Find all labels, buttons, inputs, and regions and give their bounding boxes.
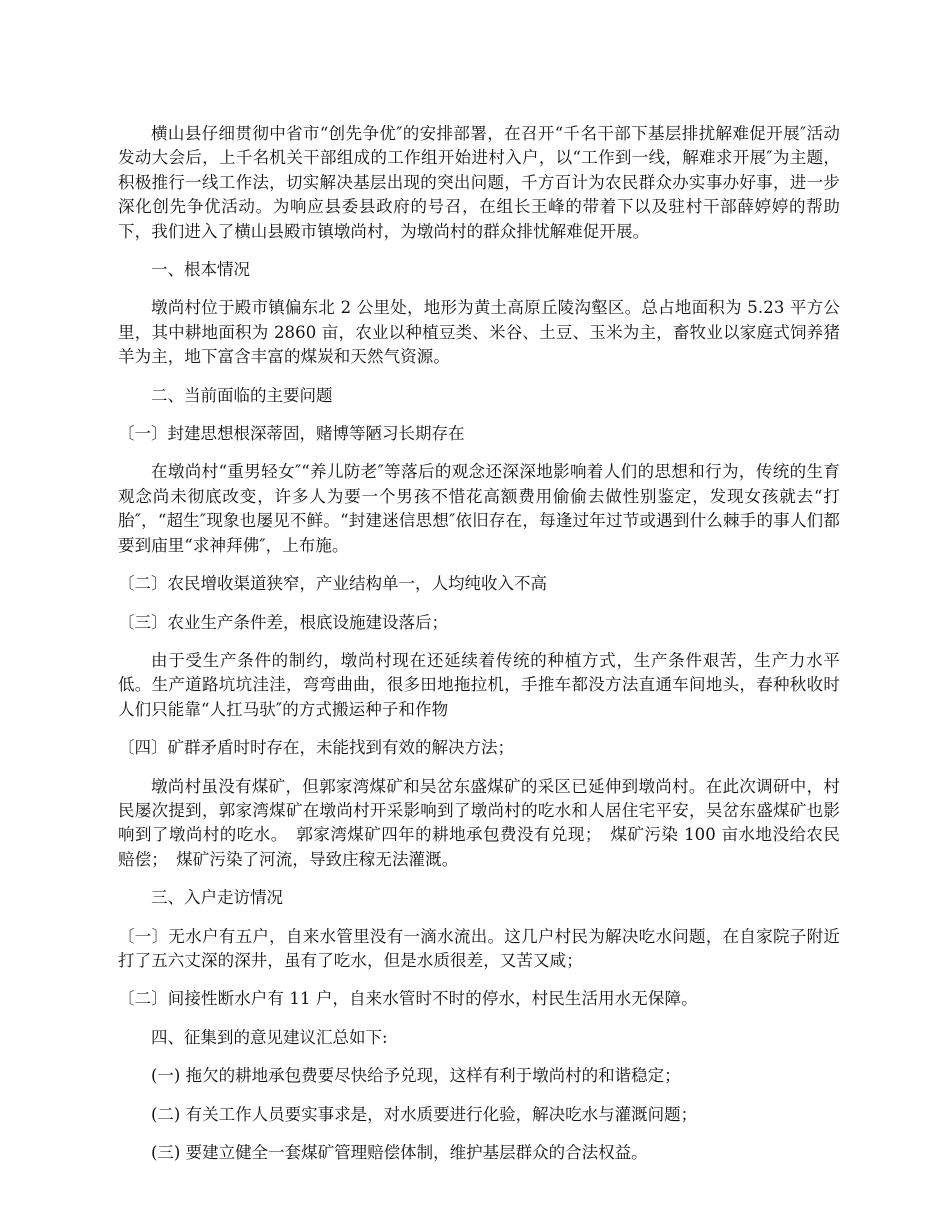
suggestion-item: (三) 要建立健全一套煤矿管理赔偿体制，维护基层群众的合法权益。 (151, 1143, 648, 1162)
intro-paragraph: 横山县仔细贯彻中省市“创先争优″的安排部署，在召开“千名干部下基层排扰解难促开展″活动发动大会后，上千名机关干部组成的工作组开始进村入户，以“工作到一线，解难求开展″为主题，积极推行一线工作法，切实解决基层出现的突出问题，千方百计为农民群众办实事办好事，进一步深化创先争优活动。为响应县委县政府的号召，在组长王峰的带着下以及驻村干部薛婷婷的帮助下，我们进入了横山县殿市镇墩尚村，为墩尚村的群众排忧解难促开展。 (118, 124, 840, 241)
problem-4-heading: 〔四〕矿群矛盾时时存在，未能找到有效的解决方法； (118, 738, 514, 758)
problem-1-heading: 〔一〕封建思想根深蒂固，赌博等陋习长期存在 (118, 424, 465, 444)
problem-1-paragraph: 在墩尚村“重男轻女″“养儿防老″等落后的观念还深深地影响着人们的思想和行为，传统的生育观念尚未彻底改变，许多人为要一个男孩不惜花高额费用偷偷去做性别鉴定，发现女孩就去“打胎″，“超生″现象也屡见不鲜。“封建迷信思想″依旧存在，每逢过年过节或遇到什么棘手的事人们都要到庙里“求神拜佛″，上布施。 (118, 462, 840, 555)
section-heading-main-problems: 二、当前面临的主要问题 (151, 385, 333, 405)
visit-2-paragraph: 〔二〕间接性断水户有 11 户，自来水管时不时的停水，村民生活用水无保障。 (118, 989, 698, 1009)
suggestion-item: (一) 拖欠的耕地承包费要尽快给予兑现，这样有利于墩尚村的和谐稳定； (151, 1066, 681, 1086)
problem-4-paragraph: 墩尚村虽没有煤矿，但郭家湾煤矿和吴岔东盛煤矿的采区已延伸到墩尚村。在此次调研中，村民屡次提到，郭家湾煤矿在墩尚村开采影响到了墩尚村的吃水和人居住宅平安，吴岔东盛煤矿也影响到了墩尚村的吃水。 郭家湾煤矿四年的耕地承包费没有兑现； 煤矿污染 100 亩水地没给农民赔偿； 煤矿污染了河流，导致庄稼无法灌溉。 (118, 776, 840, 869)
problem-3-paragraph: 由于受生产条件的制约，墩尚村现在还延续着传统的种植方式，生产条件艰苦，生产力水平低。生产道路坑坑洼洼，弯弯曲曲，很多田地拖拉机，手推车都没方法直通车间地头，春种秋收时人们只能靠“人扛马驮″的方式搬运种子和作物 (118, 650, 840, 719)
section-heading-basic-situation: 一、根本情况 (151, 260, 250, 280)
suggestion-item: (二) 有关工作人员要实事求是，对水质要进行化验，解决吃水与灌溉问题； (151, 1104, 698, 1124)
basic-situation-paragraph: 墩尚村位于殿市镇偏东北 2 公里处，地形为黄土高原丘陵沟壑区。总占地面积为 5.23 平方公里，其中耕地面积为 2860 亩，农业以种植豆类、米谷、土豆、玉米为主，畜牧业以家庭式饲养猪羊为主，地下富含丰富的煤炭和天然气资源。 (118, 298, 840, 367)
document-page (118, 122, 840, 1165)
section-heading-suggestions: 四、征集到的意见建议汇总如下: (151, 1027, 388, 1047)
problem-2-heading: 〔二〕农民增收渠道狭窄，产业结构单一，人均纯收入不高 (118, 574, 547, 594)
visit-1-paragraph: 〔一〕无水户有五户，自来水管里没有一滴水流出。这几户村民为解决吃水问题，在自家院子附近打了五六丈深的深井，虽有了吃水，但是水质很差，又苦又咸； (118, 926, 840, 970)
section-heading-household-visits: 三、入户走访情况 (151, 888, 283, 908)
problem-3-heading: 〔三〕农业生产条件差，根底设施建设落后； (118, 612, 448, 632)
